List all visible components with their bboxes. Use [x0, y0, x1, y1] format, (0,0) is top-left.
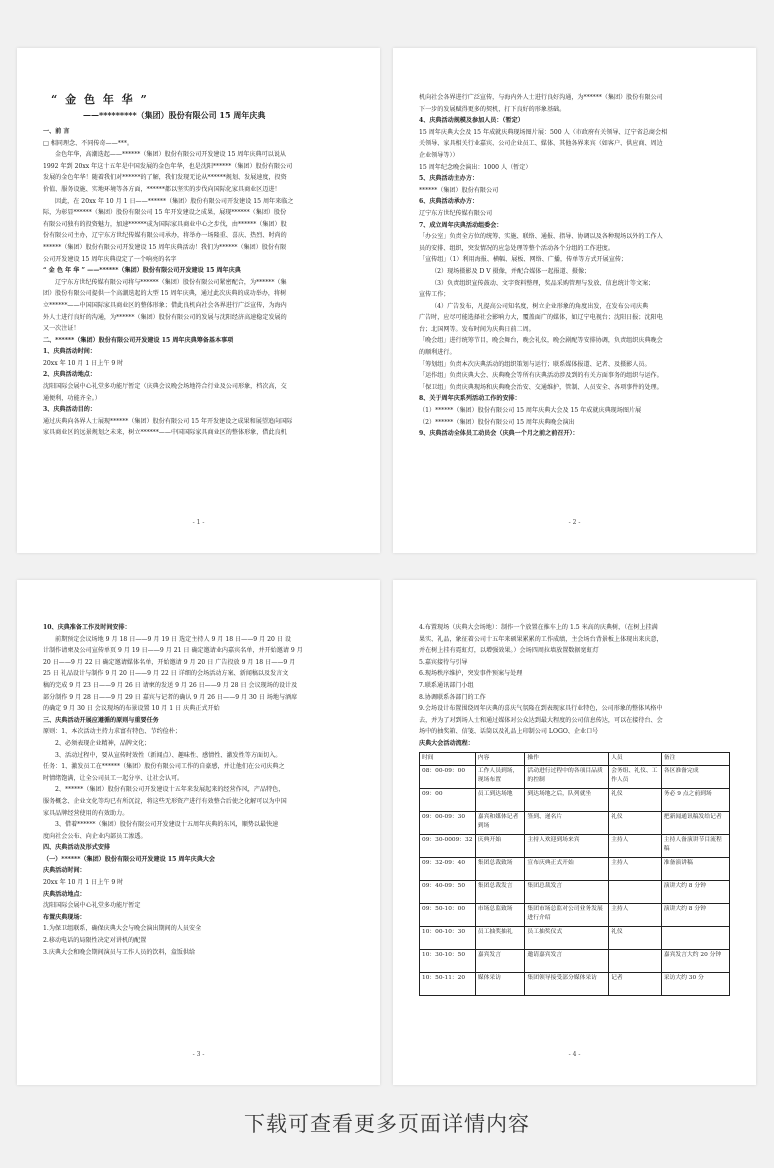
paragraph-line: 6.现场秩序维护，突发事件预案与处理 [419, 670, 523, 678]
paragraph-line: 原则：1、本次活动主持力求富有特色、节约俭朴； [43, 728, 181, 736]
section-heading: 庆典活动地点： [43, 890, 86, 898]
paragraph-line: 的顺利进行。 [419, 349, 456, 357]
table-header-cell: 时间 [420, 752, 476, 765]
table-cell: 10：00-10：30 [420, 926, 476, 949]
table-cell: 宣布庆典正式开始 [525, 857, 609, 880]
table-cell: 各区准备完成 [661, 765, 729, 788]
paragraph-line: 家具商业区的远景规划之未来，树立******——中国国际家具商业区的整体形象，借此良机 [43, 429, 287, 437]
table-cell: 集团市场总监对公司业务发展进行介绍 [525, 903, 609, 926]
table-cell: 员工抽奖仪式 [525, 926, 609, 949]
paragraph-line: 宣传工作； [419, 291, 450, 299]
table-cell: 员工抽奖抽礼 [475, 926, 525, 949]
table-header-cell: 内容 [475, 752, 525, 765]
paragraph-line: 「保卫组」负责庆典现场和庆典晚会治安、交通维护，管制、人员安全、各项事件的处理。 [419, 383, 663, 391]
paragraph-line: 3.庆典大会和晚会期间演员与工作人员的饮料，盒饭供给 [43, 948, 196, 956]
section-heading: 7、成立周年庆典活动组委会： [419, 221, 503, 229]
paragraph-line: 前期预定会议场地 9 月 18 日——9 月 19 日 选定主持人 9 月 18 日——9 月 20 日 设 [55, 635, 291, 643]
table-row [420, 926, 730, 949]
table-row [420, 972, 730, 995]
table-cell: 09：40-09：50 [420, 880, 476, 903]
table-header-cell: 备注 [661, 752, 729, 765]
paragraph-line: 场中的抽奖箱、信笺、话筒以及礼品上印制公司 LOGO、企业口号 [419, 728, 599, 736]
document-page-3 [17, 580, 380, 1085]
table-row [420, 880, 730, 903]
paragraph-line: 3、活动过程中，要从宣传时效性（新闻点）、趣味性、感情性、激发性等方面切入。 [55, 751, 282, 759]
paragraph-line: 台；北国网等。发布时间为庆典日前二周。 [419, 325, 535, 333]
paragraph-line: 2.移动电话的局限性决定对讲机的配置 [43, 937, 147, 945]
table-cell: 10：30-10：50 [420, 949, 476, 972]
paragraph-line: 「筹划组」负责本次庆典活动的组织策划与运行；联系媒体报道、记者、及摄影人员。 [419, 360, 651, 368]
table-cell: 礼仪 [609, 926, 662, 949]
table-cell: 准备演讲稿 [661, 857, 729, 880]
table-cell: 活动进行过程中的各项目品质的控制 [525, 765, 609, 788]
table-row [420, 903, 730, 926]
section-heading: 一、前 言 [43, 128, 70, 135]
paragraph-line: 9.会场设计布置围绕周年庆典的喜庆气氛隆在到表现家具行业特色，公司形象的整体风格中 [419, 705, 663, 713]
paragraph-line: 团）股份有限公司提供一个高潮迭起的大型 15 周年庆典，通过此次庆典的成功举办，将树 [43, 290, 287, 298]
page-number: - 1 - [192, 519, 205, 527]
page-number: - 4 - [568, 1051, 581, 1059]
section-heading: “ 金 色 年 华 ” ——******（集团）股份有限公司开发建设 15 周年庆典 [43, 267, 241, 275]
paragraph-line: 发展的金色年华！随着我们对******的了解，我们发现无论从******规划、发展速度，投资 [43, 174, 287, 182]
table-cell: 记者 [609, 972, 662, 995]
paragraph-line: 员的安排、组织，突发情况的应急处理等整个活动各个分组的工作进度。 [419, 244, 614, 252]
table-cell: 主持人 [609, 834, 662, 857]
table-row [420, 949, 730, 972]
page-number: - 2 - [568, 519, 581, 527]
table-cell: 工作人员到场，现场布置 [475, 765, 525, 788]
section-heading: 5、庆典活动主办方： [419, 175, 479, 183]
table-cell [609, 949, 662, 972]
section-heading: （一）******（集团）股份有限公司开发建设 15 周年庆典大会 [43, 855, 215, 863]
paragraph-line: 并在树上挂有霓虹灯，以增强效果。）会场四周拉墙放置数据宽虹灯 [419, 647, 599, 655]
table-cell: 演讲大约 8 分钟 [661, 903, 729, 926]
paragraph-line: 15 周年纪念晚会演出：1000 人（暂定） [419, 163, 532, 171]
paragraph-line: 有限公司独有的投资魅力，加速******成为国际家具商业中心之步伐，由******（集团）股 [43, 220, 287, 228]
table-cell: 09：50-10：00 [420, 903, 476, 926]
table-cell: 邀请嘉宾发言 [525, 949, 609, 972]
paragraph-line: 又一次注证！ [43, 325, 80, 333]
table-cell: 集团总裁发言 [475, 880, 525, 903]
paragraph-line: 下一步的发展赋得更多的契机，打下良好的形象基础。 [419, 105, 566, 113]
paragraph-line: 辽宁东方世纪传媒有限公司 [419, 209, 493, 217]
table-cell: 演讲大约 8 分钟 [661, 880, 729, 903]
paragraph-line: 服务概念、企业文化等均已有所沉淀，将这些无形资产进行有效整合后使之化解可以为中国 [43, 797, 287, 805]
paragraph-line: 外人士进行良好的沟通，为******（集团）股份有限公司的发展与沈阳经济高速稳定发展的 [43, 313, 287, 321]
flow-table-title: 庆典大会活动流程： [419, 739, 474, 747]
paragraph-line: 的确定 9 月 30 日 会议现场的布景设置 10 月 1 日 庆典正式开始 [43, 705, 220, 713]
table-cell: 会务组、礼仪、工作人员 [609, 765, 662, 788]
paragraph-line: 通过庆典向各界人士展现******（集团）股份有限公司 15 年开发建设之成果和展望追向国际 [43, 417, 293, 425]
paragraph-line: 立******——中国国际家具商业区的整体形象；借此良机向社会各界进行广泛宣传，为海内 [43, 301, 287, 309]
paragraph-line: 「宣传组」（1）利用海报、横幅、展板、网络、广播，传单等方式开展宣传； [419, 256, 628, 264]
document-page-1 [17, 48, 380, 553]
paragraph-line: 家具品牌经营使用的有效助力。 [43, 809, 129, 817]
download-more-caption[interactable]: 下载可查看更多页面详情内容 [244, 1112, 530, 1136]
section-heading: 10、庆典准备工作及时间安排： [43, 624, 131, 631]
table-cell: 礼仪 [609, 788, 662, 811]
table-cell: 主持人备演讲节目流程稿 [661, 834, 729, 857]
table-cell: 集团总裁致场 [475, 857, 525, 880]
paragraph-line: 任务：1、激发员工在******（集团）股份有限公司工作的自豪感，并让他们在公司庆典之 [43, 763, 285, 771]
document-subtitle: ——*********（集团）股份有限公司 15 周年庆典 [83, 110, 266, 120]
paragraph-line: □ 相同理念、不同传奇——***。 [43, 139, 133, 147]
table-cell: 主持人欢迎到场来宾 [525, 834, 609, 857]
table-cell: 务必 9 点之前到场 [661, 788, 729, 811]
paragraph-line: 20 日——9 月 22 日 确定邀请媒体名单，开始邀请 9 月 20 日 广告投放 9 月 18 日——9 月 [43, 658, 296, 666]
paragraph-line: 企业领导等）） [419, 151, 459, 159]
table-cell: 庆典开始 [475, 834, 525, 857]
paragraph-line: 机向社会各界进行广泛宣传，与海内外人士进行良好沟通，为******（集团）股份有限公司 [419, 94, 663, 101]
section-heading: 二、******（集团）股份有限公司开发建设 15 周年庆典筹备基本事项 [43, 336, 234, 344]
paragraph-line: 因此，在 20xx 年 10 月 1 日——******（集团）股份有限公司开发建设 15 周年来临之 [55, 197, 294, 205]
table-cell: 08：00-09：00 [420, 765, 476, 788]
section-heading: 布置庆典现场： [43, 913, 86, 921]
section-heading: 4、庆典活动规模及参加人员：（暂定） [419, 117, 524, 125]
section-heading: 6、庆典活动承办方： [419, 198, 479, 206]
section-heading: 3、庆典活动目的： [43, 406, 96, 414]
table-row [420, 765, 730, 788]
paragraph-line: 3、借着******（集团）股份有限公司开发建设十五周年庆典的东风，顺势以最快速 [55, 821, 279, 829]
paragraph-line: （4）广告发布，凡提高公司知名度，树立企业形象的角度出发，在发布公司庆典 [431, 302, 649, 310]
page-4-body [419, 622, 730, 738]
table-cell: 到达场地之后，队列就坐 [525, 788, 609, 811]
paragraph-line: 4.布置现场（庆典大会场地）：制作一个放置在推车上的 1.5 米高的庆典树，（在树上挂满 [419, 624, 658, 631]
table-cell [609, 880, 662, 903]
table-row [420, 811, 730, 834]
table-row [420, 834, 730, 857]
paragraph-line: 20xx 年 10 月 1 日上午 9 时 [43, 359, 124, 367]
paragraph-line: 「运作组」负责庆典大会、庆典晚会等所有庆典活动涉及到的有关方面事务的组织与运作。 [419, 372, 663, 380]
page-2-body [419, 92, 730, 440]
table-cell: 09：30-0009：32 [420, 834, 476, 857]
page-number: - 3 - [192, 1051, 205, 1059]
table-cell [661, 926, 729, 949]
paragraph-line: 20xx 年 10 月 1 日上午 9 时 [43, 879, 124, 887]
paragraph-line: 辽宁东方世纪传媒有限公司将与******（集团）股份有限公司紧密配合，为******（集 [55, 278, 287, 286]
table-header-cell: 操作 [525, 752, 609, 765]
paragraph-line: 2、必须表现企业精神，品牌文化； [55, 739, 151, 747]
document-page-4 [393, 580, 756, 1085]
paragraph-line: ******（集团）股份有限公司开发建设 15 周年庆典活动！我们为******（集团）股份有限 [43, 243, 287, 251]
table-header-cell: 人员 [609, 752, 662, 765]
table-cell: 09：00-09：30 [420, 811, 476, 834]
paragraph-line: 1.为保卫组联系，确保庆典大会与晚会演出期间的人员安全 [43, 925, 202, 933]
paragraph-line: 25 日 礼品设计与制作 9 月 20 日——9 月 22 日 详细的会场活动方案、新闻稿以及发言文 [43, 670, 289, 678]
section-heading: 1、庆典活动时间： [43, 348, 96, 356]
table-cell: 09：00 [420, 788, 476, 811]
paragraph-line: 通便利，功能齐全。） [43, 394, 101, 402]
table-cell: 签到、递名片 [525, 811, 609, 834]
table-row [420, 857, 730, 880]
table-cell: 09：32-09：40 [420, 857, 476, 880]
page-3-body [43, 622, 354, 958]
paragraph-line: 去，并为了对到场人士和通过媒体对公众达到最大程度的公司信息传达，可以在接待台、会 [419, 716, 663, 724]
paragraph-line: 「晚会组」进行统筹节目，晚会舞台，晚会礼仪，晚会剧配等安排协调，负责组织庆典晚会 [419, 337, 663, 345]
section-heading: 庆典活动时间： [43, 867, 86, 875]
section-heading: 三、庆典活动开展应遵循的原则与重要任务 [43, 716, 159, 724]
paragraph-line: 广告时，应尽可能选择社会影响力大，覆盖面广的媒体，如辽宁电视台；沈阳日报；沈阳电 [419, 314, 663, 322]
paragraph-line: 部分制作 9 月 28 日——9 月 29 日 嘉宾与记者的确认 9 月 26 日——9 月 30 日 场地与酒席 [43, 693, 298, 701]
table-cell: 主持人 [609, 857, 662, 880]
paragraph-line: 2、******（集团）股份有限公司开发建设十五年来发展起来的经营作风，产品特色， [55, 786, 285, 794]
document-title: “ 金 色 年 华 ” [51, 93, 149, 106]
paragraph-line: （2）******（集团）股份有限公司 15 周年庆典晚会演出 [419, 418, 575, 426]
section-heading: 四、庆典活动及形式安排 [43, 844, 111, 852]
paragraph-line: 1992 年到 20xx 年这十五年是中国发展的金色年华，也是沈阳******（集团）股份有限公司 [43, 162, 293, 170]
paragraph-line: 关领导、家具相关行业嘉宾、公司企业员工、媒体、其他各界来宾（如客户、供应商、周边 [419, 140, 663, 148]
paragraph-line: 5.嘉宾接待与引导 [419, 658, 468, 666]
paragraph-line: 「办公室」负责全方位的统筹、实施、联络、通报、指导、协调以及各种现场以外的工作人 [419, 233, 663, 241]
paragraph-line: （1）******（集团）股份有限公司 15 周年庆典大会及 15 年成就庆典现场图片展 [419, 407, 642, 415]
table-cell: 10：50-11：20 [420, 972, 476, 995]
event-flow-table [419, 752, 730, 996]
paragraph-line: 果实、礼品，象征着公司十五年来硕果累累的工作成绩，主会场台背景板上体现出来庆意， [419, 635, 663, 643]
paragraph-line: （3）负责组织宣传鼓动、文字资料整理，奖品采购管理与发放、信息统计等文案； [431, 279, 655, 287]
paragraph-line: 金色年华，高潮迭起——******（集团）股份有限公司开发建设 15 周年庆典可以说从 [55, 151, 287, 159]
table-cell: 嘉宾发言大约 20 分钟 [661, 949, 729, 972]
page-1-body [43, 126, 354, 439]
paragraph-line: 15 周年庆典大会及 15 年成就庆典现场图片展：500 人（市政府有关领导、辽宁省总商会相 [419, 128, 668, 136]
paragraph-line: 沈阳国际会展中心礼堂多功能厅暂定（庆典会议晚会场地符合行业及公司形象，档次高，交 [43, 383, 287, 391]
table-cell: 集团总裁发言 [525, 880, 609, 903]
paragraph-line: ******（集团）股份有限公司 [419, 186, 499, 194]
section-heading: 8、关于周年庆系列活动工作的安排： [419, 395, 521, 403]
paragraph-line: 8.协调联系各部门的工作 [419, 693, 486, 701]
table-cell: 嘉宾和媒体记者到场 [475, 811, 525, 834]
table-cell: 媒体采访 [475, 972, 525, 995]
table-cell: 主持人 [609, 903, 662, 926]
table-cell: 礼仪 [609, 811, 662, 834]
table-cell: 嘉宾发言 [475, 949, 525, 972]
document-page-2 [393, 48, 756, 553]
paragraph-line: 公司开发建设 15 周年庆典设定了一个响亮的名字 [43, 255, 177, 263]
table-cell: 采访大约 30 分 [661, 972, 729, 995]
table-row [420, 788, 730, 811]
table-header-row [420, 752, 730, 765]
paragraph-line: 沈阳国际会展中心礼堂多功能厅暂定 [43, 902, 141, 910]
paragraph-line: 价值、服务设施、实地环境等各方面，******都以坚实的步伐向国际化家具商业区迈进！ [43, 185, 281, 193]
section-heading: 9、庆典活动全体员工动员会（庆典一个月之前之前召开）： [419, 430, 579, 438]
paragraph-line: 度向社会公布、向企业内部员工渗透。 [43, 832, 147, 840]
table-cell: 把新闻通讯稿发给记者 [661, 811, 729, 834]
paragraph-line: 计制作请柬及公司宣传单页 9 月 19 日——9 月 21 日 确定邀请业内嘉宾名单，并开始邀请 9 月 [43, 647, 303, 655]
paragraph-line: 际，为彰显******（集团）股份有限公司 15 年开发建设之成果，展现******（集团）股份 [43, 209, 287, 217]
paragraph-line: 时情绪饱满，让全公司员工一起分享、让社会认可。 [43, 774, 184, 782]
paragraph-line: 7.联系通讯部门小组 [419, 681, 474, 689]
paragraph-line: 份有限公司主办，辽宁东方世纪传媒有限公司承办，将举办一场隆重、喜庆、热烈、时尚的 [43, 232, 287, 240]
paragraph-line: 稿的完成 9 月 23 日——9 月 26 日 请柬的发送 9 月 26 日——9 月 28 日 会议现场的设计及 [43, 681, 298, 689]
table-cell: 市场总监致场 [475, 903, 525, 926]
paragraph-line: （2）现场摄影及 D V 摄像，并配合媒体一起报道、摄像； [431, 267, 591, 275]
section-heading: 2、庆典活动地点： [43, 371, 96, 379]
table-cell: 员工到达场地 [475, 788, 525, 811]
table-cell: 集团领导接受部分媒体采访 [525, 972, 609, 995]
